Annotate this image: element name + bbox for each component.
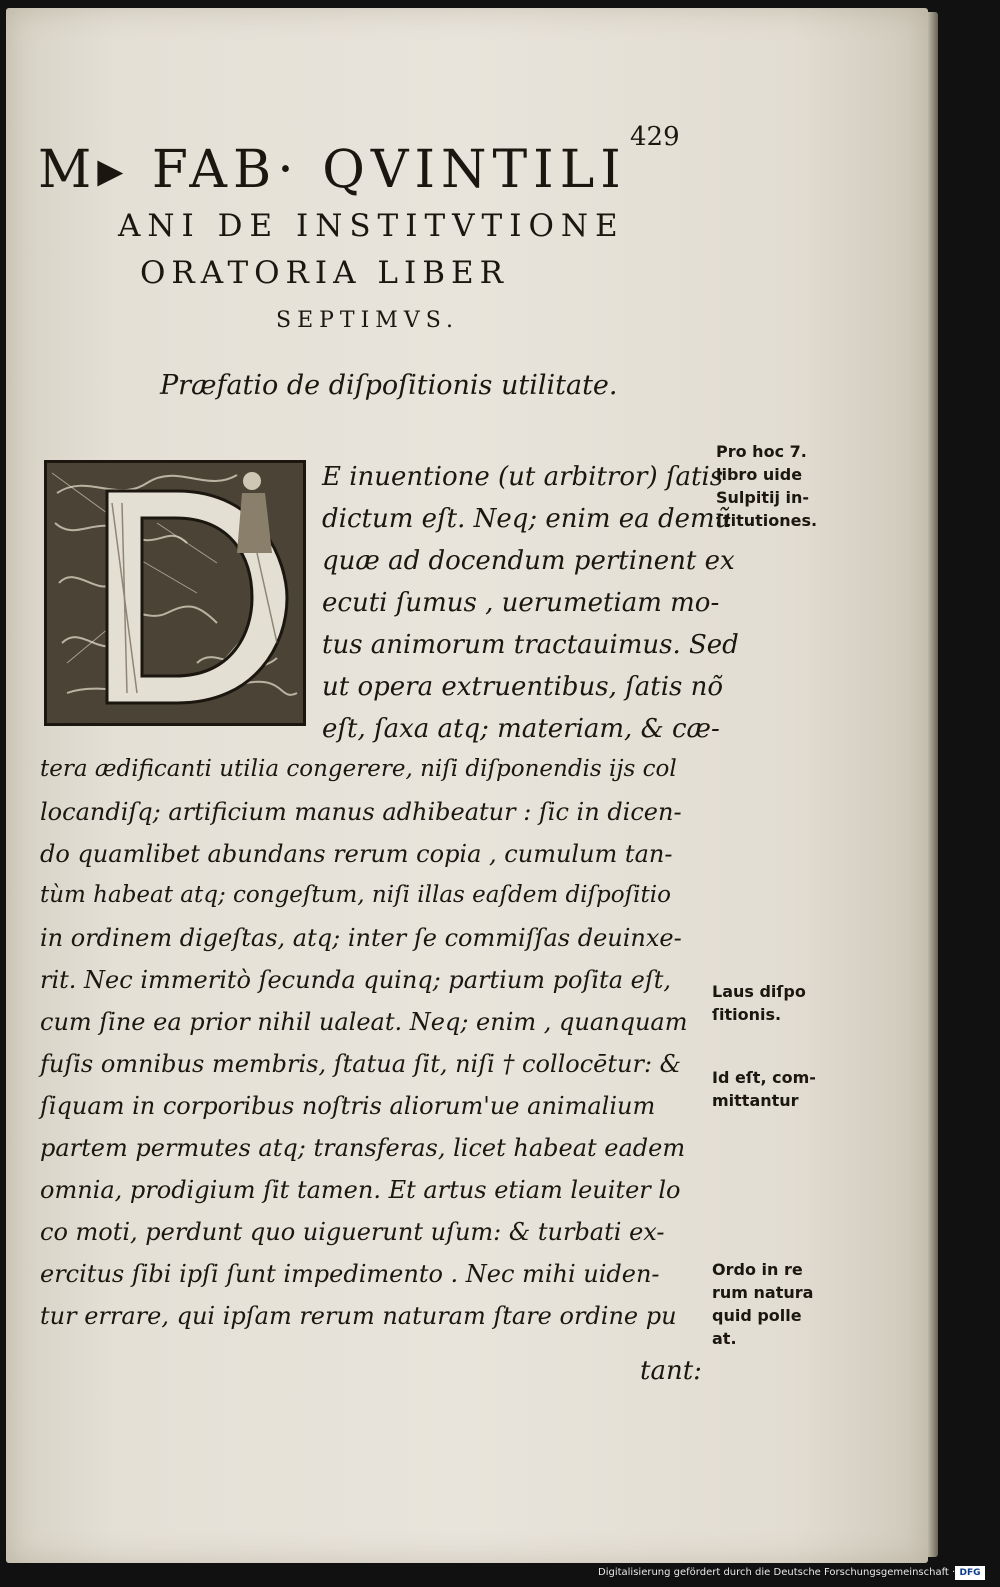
body-line-14: cum ſine ea prior nihil ualeat. Neq; enim , quanquam [40, 1008, 688, 1036]
body-line-15: fuſis omnibus membris, ſtatua ſit, niſi † collocētur: & [40, 1050, 682, 1078]
body-line-4: ecuti ſumus , uerumetiam mo- [322, 588, 720, 618]
page-number: 429 [630, 122, 680, 152]
catchword: tant: [640, 1356, 702, 1386]
body-line-5: tus animorum tractauimus. Sed [322, 630, 739, 660]
marginal-note-4-line-1: Ordo in re [712, 1260, 803, 1279]
body-line-2: dictum eſt. Neq; enim ea demũ [322, 504, 732, 534]
body-line-12: in ordinem digeſtas, atq; inter ſe commiſſas deuinxe- [40, 924, 682, 952]
body-line-8: tera ædificanti utilia congerere, niſi diſponendis ijs col [40, 756, 677, 782]
marginal-note-1-line-4: ſtitutiones. [716, 511, 818, 530]
body-line-9: locandiſq; artificium manus adhibeatur : ſic in dicen- [40, 798, 682, 826]
body-line-17: partem permutes atq; transferas, licet habeat eadem [40, 1134, 686, 1162]
body-line-7: eſt, ſaxa atq; materiam, & cæ- [322, 714, 720, 744]
body-line-6: ut opera extruentibus, ſatis nõ [322, 672, 724, 702]
marginal-note-3-line-1: Id eſt, com- [712, 1068, 816, 1087]
title-line-3: ORATORIA LIBER [140, 255, 509, 291]
body-line-16: ſiquam in corporibus noſtris aliorum'ue animalium [40, 1092, 656, 1120]
marginal-note-2-line-2: ſitionis. [712, 1005, 782, 1024]
body-line-13: rit. Nec immeritò ſecunda quinq; partium poſita eſt, [40, 966, 671, 994]
marginal-note-3-line-2: mittantur [712, 1091, 799, 1110]
marginal-note-1-line-3: Sulpitij in- [716, 488, 810, 507]
body-line-1: E inuentione (ut arbitror) ſatis [322, 462, 724, 492]
marginal-note-4-line-4: at. [712, 1329, 737, 1348]
dfg-logo-icon: DFG [955, 1566, 985, 1580]
decorated-initial-d [44, 460, 306, 726]
body-line-21: tur errare, qui ipſam rerum naturam ſtare ordine pu [40, 1302, 677, 1330]
body-line-19: co moti, perdunt quo uiguerunt uſum: & turbati ex- [40, 1218, 665, 1246]
marginal-note-1-line-1: Pro hoc 7. [716, 442, 807, 461]
page-edge [928, 12, 938, 1557]
marginal-note-4-line-2: rum natura [712, 1283, 814, 1302]
body-line-3: quæ ad docendum pertinent ex [322, 546, 735, 576]
body-line-11: tùm habeat atq; congeſtum, niſi illas eaſdem diſpoſitio [40, 882, 671, 908]
title-line-1: M▸ FAB· QVINTILI [38, 140, 627, 200]
body-line-18: omnia, prodigium ſit tamen. Et artus etiam leuiter lo [40, 1176, 681, 1204]
funding-footer: Digitalisierung gefördert durch die Deutsche Forschungsgemeinschaft · [598, 1567, 956, 1578]
chapter-subtitle: Præfatio de diſpoſitionis utilitate. [160, 370, 618, 401]
title-line-4: SEPTIMVS. [276, 308, 459, 333]
marginal-note-2-line-1: Laus diſpo [712, 982, 806, 1001]
body-line-20: ercitus ſibi ipſi ſunt impedimento . Nec mihi uiden- [40, 1260, 660, 1288]
marginal-note-1-line-2: libro uide [716, 465, 803, 484]
title-line-2: ANI DE INSTITVTIONE [118, 208, 625, 244]
marginal-note-4-line-3: quid polle [712, 1306, 802, 1325]
body-line-10: do quamlibet abundans rerum copia , cumulum tan- [40, 840, 673, 868]
